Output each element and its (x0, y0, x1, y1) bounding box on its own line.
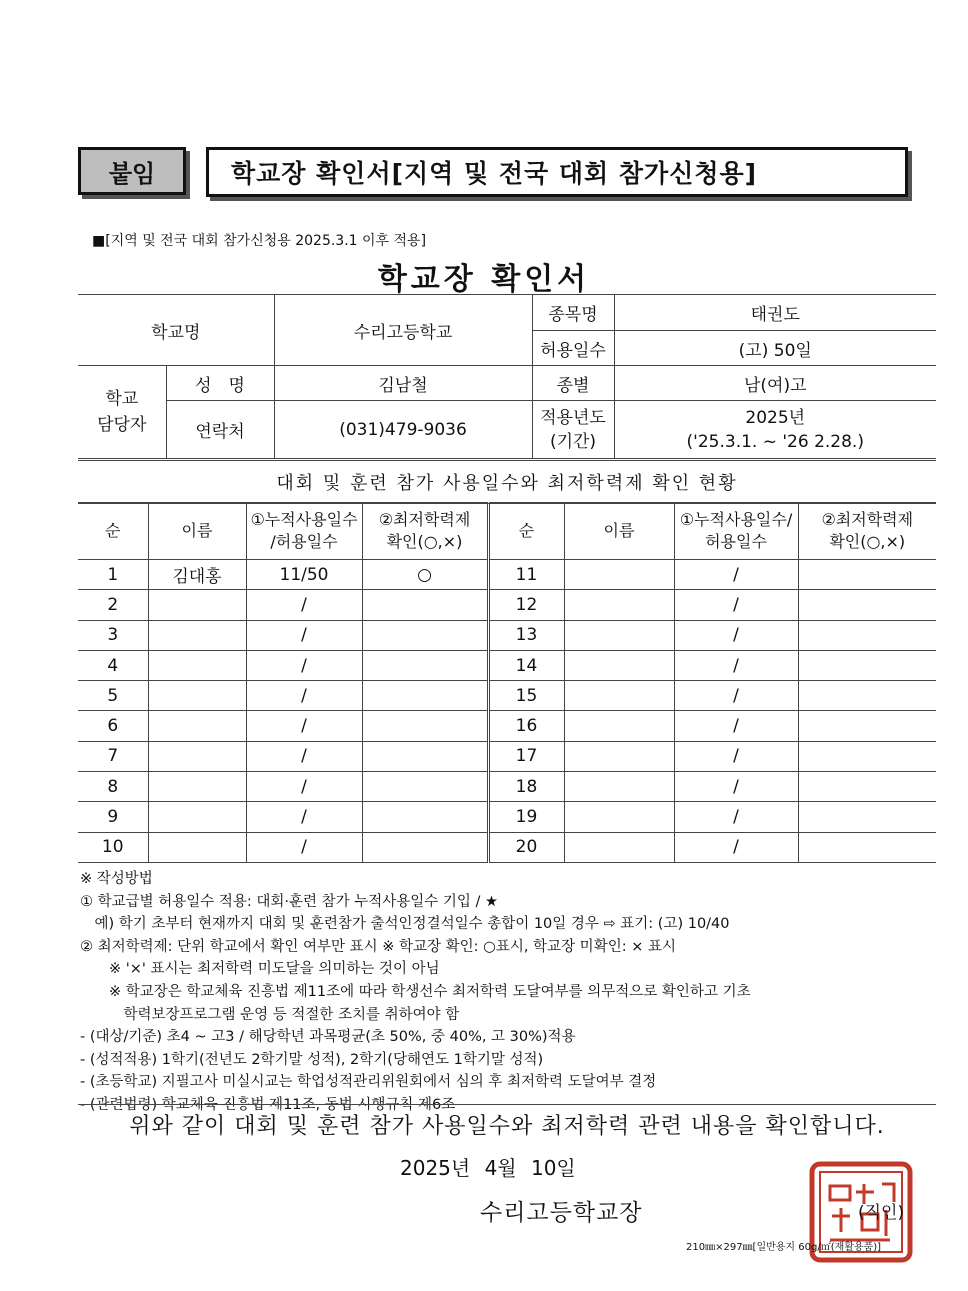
row-no2-cell: 20 (488, 832, 564, 862)
row-no2-cell: 14 (488, 650, 564, 680)
attachment-tag: 붙임 (78, 147, 186, 195)
col-days2-line2: 허용일수 (705, 532, 767, 551)
row-days-cell: / (246, 650, 362, 680)
row-name2-cell (564, 711, 674, 741)
row-no-cell: 8 (78, 772, 148, 802)
row-name-cell (148, 681, 246, 711)
row-check2-cell (798, 832, 936, 862)
table-row (78, 802, 936, 832)
row-days-cell: / (246, 711, 362, 741)
row-no-cell: 1 (78, 560, 148, 590)
col-check2-header (798, 503, 936, 560)
row-days2-cell: / (674, 650, 798, 680)
row-days-cell: / (246, 802, 362, 832)
row-no2-cell: 13 (488, 620, 564, 650)
col-check-line1: ②최저학력제 (378, 510, 471, 529)
row-check-cell (362, 590, 488, 620)
row-name2-cell (564, 560, 674, 590)
table-row (78, 711, 936, 741)
row-name2-cell (564, 650, 674, 680)
year-value-line2: ('25.3.1. ~ '26 2.28.) (686, 431, 864, 452)
row-days-cell: / (246, 741, 362, 771)
confirmation-statement: 위와 같이 대회 및 훈련 참가 사용일수와 최저학력 관련 내용을 확인합니다. (78, 1104, 936, 1140)
row-days2-cell: / (674, 772, 798, 802)
row-check-cell: ○ (362, 560, 488, 590)
table-row (78, 650, 936, 680)
table-row (78, 832, 936, 862)
row-name-cell (148, 711, 246, 741)
year-value-line1: 2025년 (745, 407, 806, 428)
row-no-cell: 9 (78, 802, 148, 832)
row-name-cell (148, 832, 246, 862)
section-subtitle: 대회 및 훈련 참가 사용일수와 최저학력제 확인 현황 (78, 460, 936, 504)
row-check2-cell (798, 650, 936, 680)
allowed-days-label: 허용일수 (532, 331, 614, 366)
row-name-cell (148, 772, 246, 802)
row-name-cell (148, 802, 246, 832)
row-name-cell (148, 741, 246, 771)
row-days-cell: / (246, 772, 362, 802)
table-row (78, 560, 936, 590)
row-days-cell: / (246, 620, 362, 650)
col-name-header: 이름 (148, 503, 246, 560)
instruction-line: ② 최저학력제: 단위 학교에서 확인 여부만 표시 ※ 학교장 확인: ○표시, 학교장 미확인: × 표시 (80, 938, 676, 955)
row-check-cell (362, 741, 488, 771)
row-name2-cell (564, 590, 674, 620)
row-check2-cell (798, 560, 936, 590)
row-days-cell: 11/50 (246, 560, 362, 590)
instruction-line: 예) 학기 초부터 현재까지 대회 및 훈련참가 출석인정결석일수 총합이 10일 경우 ⇨ 표기: (고) 10/40 (80, 916, 730, 933)
name-label: 성 명 (166, 366, 274, 401)
table-row (78, 681, 936, 711)
row-days-cell: / (246, 832, 362, 862)
col-days-header (246, 503, 362, 560)
row-check-cell (362, 802, 488, 832)
col-days-line2: /허용일수 (270, 532, 338, 551)
allowed-days-value: (고) 50일 (614, 331, 936, 366)
seal-label: (직인) (858, 1203, 905, 1223)
application-note: ■[지역 및 전국 대회 참가신청용 2025.3.1 이후 적용] (92, 233, 427, 249)
row-no2-cell: 15 (488, 681, 564, 711)
year-value (614, 401, 936, 459)
instruction-line: ① 학교급별 허용일수 적용: 대회·훈련 참가 누적사용일수 기입 / ★ (80, 893, 499, 910)
instruction-line: ※ 학교장은 학교체육 진흥법 제11조에 따라 학생선수 최저학력 도달여부를 의무적으로 확인하고 기초 (80, 983, 751, 1000)
col-check2-line1: ②최저학력제 (821, 510, 914, 529)
participation-table (78, 502, 936, 863)
row-name2-cell (564, 832, 674, 862)
school-name-value: 수리고등학교 (274, 295, 532, 366)
event-value: 태권도 (614, 295, 936, 331)
row-name2-cell (564, 802, 674, 832)
row-days2-cell: / (674, 620, 798, 650)
row-no2-cell: 19 (488, 802, 564, 832)
row-name2-cell (564, 741, 674, 771)
col-days-line1: ①누적사용일수 (250, 510, 358, 529)
row-check-cell (362, 620, 488, 650)
instruction-line: - (관련법령) 학교체육 진흥법 제11조, 동법 시행규칙 제6조 (80, 1096, 456, 1113)
row-check2-cell (798, 681, 936, 711)
row-check2-cell (798, 711, 936, 741)
row-no-cell: 6 (78, 711, 148, 741)
row-days2-cell: / (674, 711, 798, 741)
row-check2-cell (798, 620, 936, 650)
page-title: 학교장 확인서 (377, 262, 591, 297)
row-no2-cell: 18 (488, 772, 564, 802)
row-name-cell (148, 620, 246, 650)
row-check-cell (362, 711, 488, 741)
table-header-row (78, 503, 936, 560)
year-label (532, 401, 614, 459)
instruction-line: - (초등학교) 지필고사 미실시교는 학업성적관리위원회에서 심의 후 최저학력 도달여부 결정 (80, 1074, 657, 1091)
document-heading: 학교장 확인서[지역 및 전국 대회 참가신청용] (206, 147, 908, 197)
row-days2-cell: / (674, 741, 798, 771)
row-check2-cell (798, 741, 936, 771)
row-check-cell (362, 832, 488, 862)
manager-label-line1: 학교 (105, 389, 139, 409)
col-check2-line2: 확인(○,×) (829, 532, 906, 551)
row-no2-cell: 11 (488, 560, 564, 590)
row-days-cell: / (246, 590, 362, 620)
manager-label (78, 366, 166, 459)
writing-instructions (80, 868, 950, 1117)
row-no-cell: 5 (78, 681, 148, 711)
table-row (78, 590, 936, 620)
row-days2-cell: / (674, 802, 798, 832)
principal-signature: 수리고등학교장 (480, 1200, 643, 1226)
row-no-cell: 4 (78, 650, 148, 680)
row-check-cell (362, 650, 488, 680)
instruction-line: - (성적적용) 1학기(전년도 2학기말 성적), 2학기(당해연도 1학기말 성적) (80, 1051, 544, 1068)
row-check-cell (362, 681, 488, 711)
col-check-line2: 확인(○,×) (386, 532, 463, 551)
gender-value: 남(여)고 (614, 366, 936, 401)
row-name-cell: 김대홍 (148, 560, 246, 590)
row-no-cell: 7 (78, 741, 148, 771)
year-label-line2: (기간) (549, 431, 597, 452)
instruction-line: ※ '×' 표시는 최저학력 미도달을 의미하는 것이 아님 (80, 961, 440, 978)
name-value: 김남철 (274, 366, 532, 401)
col-days2-header (674, 503, 798, 560)
row-check2-cell (798, 590, 936, 620)
row-check-cell (362, 772, 488, 802)
school-name-label: 학교명 (78, 295, 274, 366)
instructions-heading: ※ 작성방법 (80, 871, 153, 887)
col-days2-line1: ①누적사용일수/ (679, 510, 793, 529)
col-check-header (362, 503, 488, 560)
instruction-line: 학력보장프로그램 운영 등 적절한 조치를 취하여야 함 (80, 1006, 460, 1023)
col-no-header: 순 (78, 503, 148, 560)
row-no2-cell: 17 (488, 741, 564, 771)
row-days-cell: / (246, 681, 362, 711)
row-days2-cell: / (674, 681, 798, 711)
row-no-cell: 3 (78, 620, 148, 650)
gender-label: 종별 (532, 366, 614, 401)
row-no-cell: 10 (78, 832, 148, 862)
row-no-cell: 2 (78, 590, 148, 620)
row-name-cell (148, 590, 246, 620)
row-check2-cell (798, 802, 936, 832)
instruction-line: - (대상/기준) 초4 ~ 고3 / 해당학년 과목평균(초 50%, 중 40%, 고 30%)적용 (80, 1029, 576, 1046)
row-days2-cell: / (674, 832, 798, 862)
contact-value: (031)479-9036 (274, 401, 532, 459)
contact-label: 연락처 (166, 401, 274, 459)
row-no2-cell: 12 (488, 590, 564, 620)
row-name2-cell (564, 681, 674, 711)
info-table (78, 294, 936, 459)
row-name2-cell (564, 620, 674, 650)
row-name2-cell (564, 772, 674, 802)
row-days2-cell: / (674, 560, 798, 590)
manager-label-line2: 담당자 (97, 415, 147, 435)
row-name-cell (148, 650, 246, 680)
col-no2-header: 순 (488, 503, 564, 560)
event-label: 종목명 (532, 295, 614, 331)
table-row (78, 620, 936, 650)
table-row (78, 741, 936, 771)
col-name2-header: 이름 (564, 503, 674, 560)
table-row (78, 772, 936, 802)
issue-date: 2025년 4월 10일 (400, 1156, 576, 1180)
paper-spec: 210㎜×297㎜[일반용지 60g/㎡(재활용품)] (686, 1242, 882, 1253)
row-days2-cell: / (674, 590, 798, 620)
row-no2-cell: 16 (488, 711, 564, 741)
year-label-line1: 적용년도 (540, 407, 606, 428)
row-check2-cell (798, 772, 936, 802)
